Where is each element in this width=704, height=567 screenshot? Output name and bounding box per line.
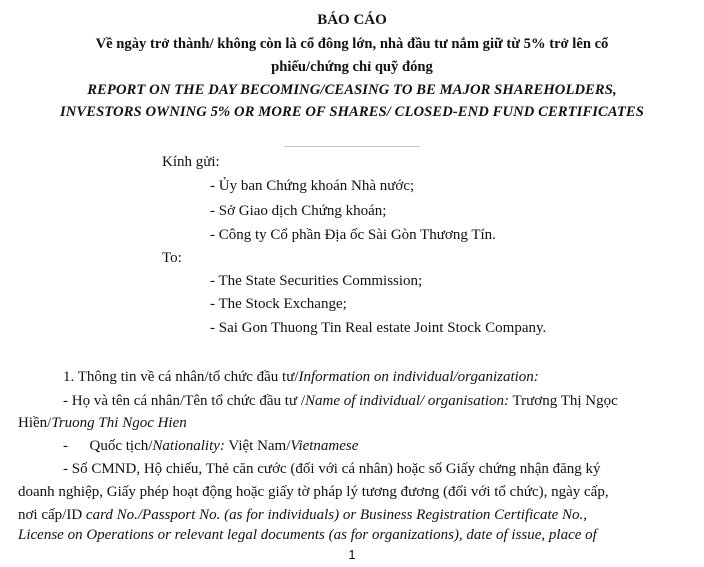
nationality-value-en: Vietnamese <box>290 438 359 454</box>
recipient-vi-item: - Sở Giao dịch Chứng khoán; <box>210 203 387 219</box>
name-label-vi: - Họ và tên cá nhân/Tên tổ chức đầu tư / <box>63 393 306 409</box>
recipient-en-item: - The State Securities Commission; <box>210 273 423 289</box>
id-field-line4: License on Operations or relevant legal documents (as for organizations), date of issue, place of <box>18 527 597 543</box>
section1-heading-vi: 1. Thông tin về cá nhân/tổ chức đầu tư/ <box>63 369 299 385</box>
id-field-line1: - Số CMND, Hộ chiếu, Thẻ căn cước (đối với cá nhân) hoặc số Giấy chứng nhận đăng ký <box>63 461 601 477</box>
name-field-continued <box>18 415 187 432</box>
nationality-label-en: Nationality: <box>152 438 225 454</box>
name-value-vi: Trương Thị Ngọc <box>512 393 618 409</box>
recipient-en-item: - The Stock Exchange; <box>210 296 347 312</box>
name-field <box>63 393 618 410</box>
report-subtitle-en-line1: REPORT ON THE DAY BECOMING/CEASING TO BE MAJOR SHAREHOLDERS, <box>87 82 617 98</box>
id-label-vi: nơi cấp/ID <box>18 507 83 523</box>
report-subtitle-vi-line2: phiếu/chứng chỉ quỹ đóng <box>271 59 433 75</box>
recipients-en-label: To: <box>162 250 182 266</box>
name-value-en: Truong Thi Ngoc Hien <box>51 415 187 431</box>
nationality-label-vi: Quốc tịch/ <box>89 438 153 454</box>
title-divider <box>284 146 420 147</box>
name-value-vi-continued: Hiền/ <box>18 415 52 431</box>
recipient-vi-item: - Công ty Cổ phần Địa ốc Sài Gòn Thương Tín. <box>210 227 496 243</box>
nationality-value-vi: Việt Nam/ <box>228 438 291 454</box>
page-number: 1 <box>348 547 356 562</box>
section1-heading <box>63 369 539 386</box>
nationality-dash: - <box>63 438 68 454</box>
id-field-line3 <box>18 507 587 524</box>
name-label-en: Name of individual/ organisation: <box>305 393 510 409</box>
report-subtitle-vi-line1: Về ngày trở thành/ không còn là cổ đông lớn, nhà đầu tư nắm giữ từ 5% trở lên cổ <box>95 36 609 52</box>
nationality-field <box>63 438 358 455</box>
id-field-line2: doanh nghiệp, Giấy phép hoạt động hoặc giấy tờ pháp lý tương đương (đối với tổ chức), ngày cấp, <box>18 484 609 500</box>
recipients-vi-label: Kính gửi: <box>162 154 220 170</box>
report-title: BÁO CÁO <box>317 12 387 28</box>
recipient-vi-item: - Ủy ban Chứng khoán Nhà nước; <box>210 178 415 194</box>
report-subtitle-en-line2: INVESTORS OWNING 5% OR MORE OF SHARES/ CLOSED-END FUND CERTIFICATES <box>60 104 644 120</box>
recipient-en-item: - Sai Gon Thuong Tin Real estate Joint Stock Company. <box>210 320 547 336</box>
id-label-en: card No./Passport No. (as for individuals) or Business Registration Certificate No., <box>85 507 588 523</box>
section1-heading-en: Information on individual/organization: <box>298 369 539 385</box>
